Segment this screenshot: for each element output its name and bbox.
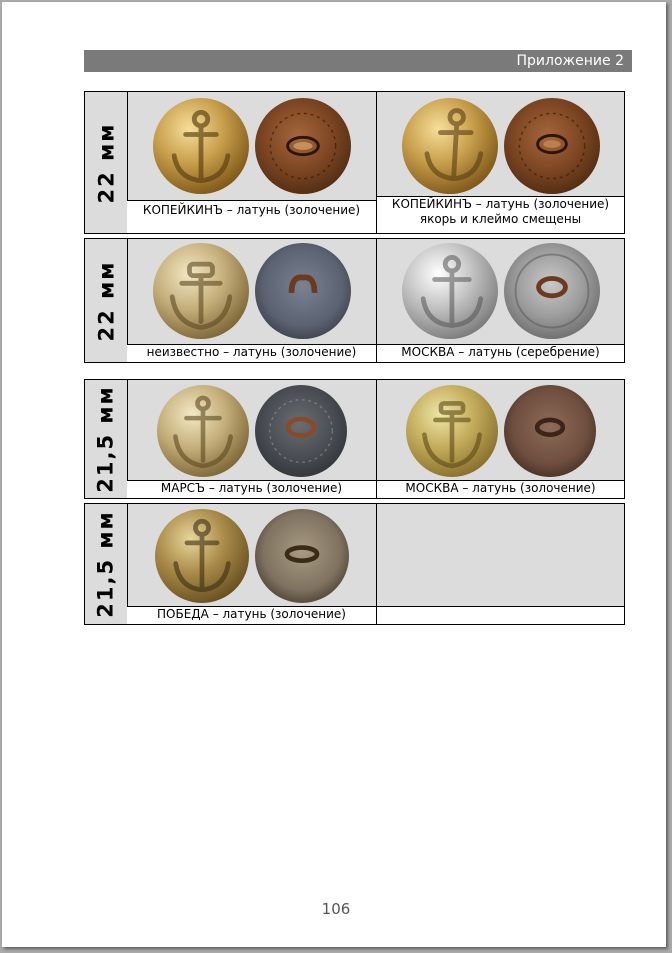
- size-label: 22 мм: [94, 122, 118, 203]
- button-cell: [127, 504, 377, 624]
- button-cell: [377, 380, 624, 498]
- button-back-photo: [504, 243, 600, 339]
- button-back-photo: [504, 98, 600, 194]
- size-label: 21,5 мм: [94, 510, 118, 618]
- button-group-1: [84, 91, 625, 234]
- button-back-photo: [255, 98, 351, 194]
- button-caption: ПОБЕДА – латунь (золочение): [127, 606, 376, 624]
- empty-cell: [377, 504, 624, 624]
- button-cell: [377, 92, 624, 233]
- button-group-2: [84, 238, 625, 363]
- button-cell: [127, 380, 377, 498]
- button-front-photo: [406, 385, 498, 477]
- caption-line: якорь и клеймо смещены: [419, 212, 582, 226]
- button-caption: [377, 606, 624, 624]
- size-label-cell: [85, 92, 128, 233]
- size-label-cell: [85, 380, 128, 498]
- button-back-photo: [255, 509, 349, 603]
- button-back-photo: [255, 243, 351, 339]
- button-group-4: [84, 503, 625, 625]
- caption-line: КОПЕЙКИНЪ – латунь (золочение): [391, 197, 610, 211]
- button-front-photo: [153, 243, 249, 339]
- button-back-photo: [504, 385, 596, 477]
- button-caption: [377, 196, 624, 233]
- button-front-photo: [157, 385, 249, 477]
- button-front-photo: [402, 243, 498, 339]
- button-front-photo: [155, 509, 249, 603]
- button-front-photo: [402, 98, 498, 194]
- button-caption: неизвестно – латунь (золочение): [127, 344, 376, 362]
- button-group-3: [84, 379, 625, 499]
- appendix-header: Приложение 2: [84, 50, 632, 72]
- size-label: 22 мм: [94, 260, 118, 341]
- button-cell: [127, 239, 377, 362]
- button-caption: МАРСЪ – латунь (золочение): [127, 480, 376, 498]
- size-label-cell: [85, 239, 128, 362]
- button-cell: [127, 92, 377, 233]
- button-front-photo: [153, 98, 249, 194]
- button-cell: [377, 239, 624, 362]
- button-caption: МОСКВА – латунь (золочение): [377, 480, 624, 498]
- size-label: 21,5 мм: [94, 385, 118, 493]
- button-caption: МОСКВА – латунь (серебрение): [377, 344, 624, 362]
- button-caption: КОПЕЙКИНЪ – латунь (золочение): [127, 200, 376, 233]
- button-back-photo: [255, 385, 347, 477]
- size-label-cell: [85, 504, 128, 624]
- page-number: 106: [321, 900, 351, 918]
